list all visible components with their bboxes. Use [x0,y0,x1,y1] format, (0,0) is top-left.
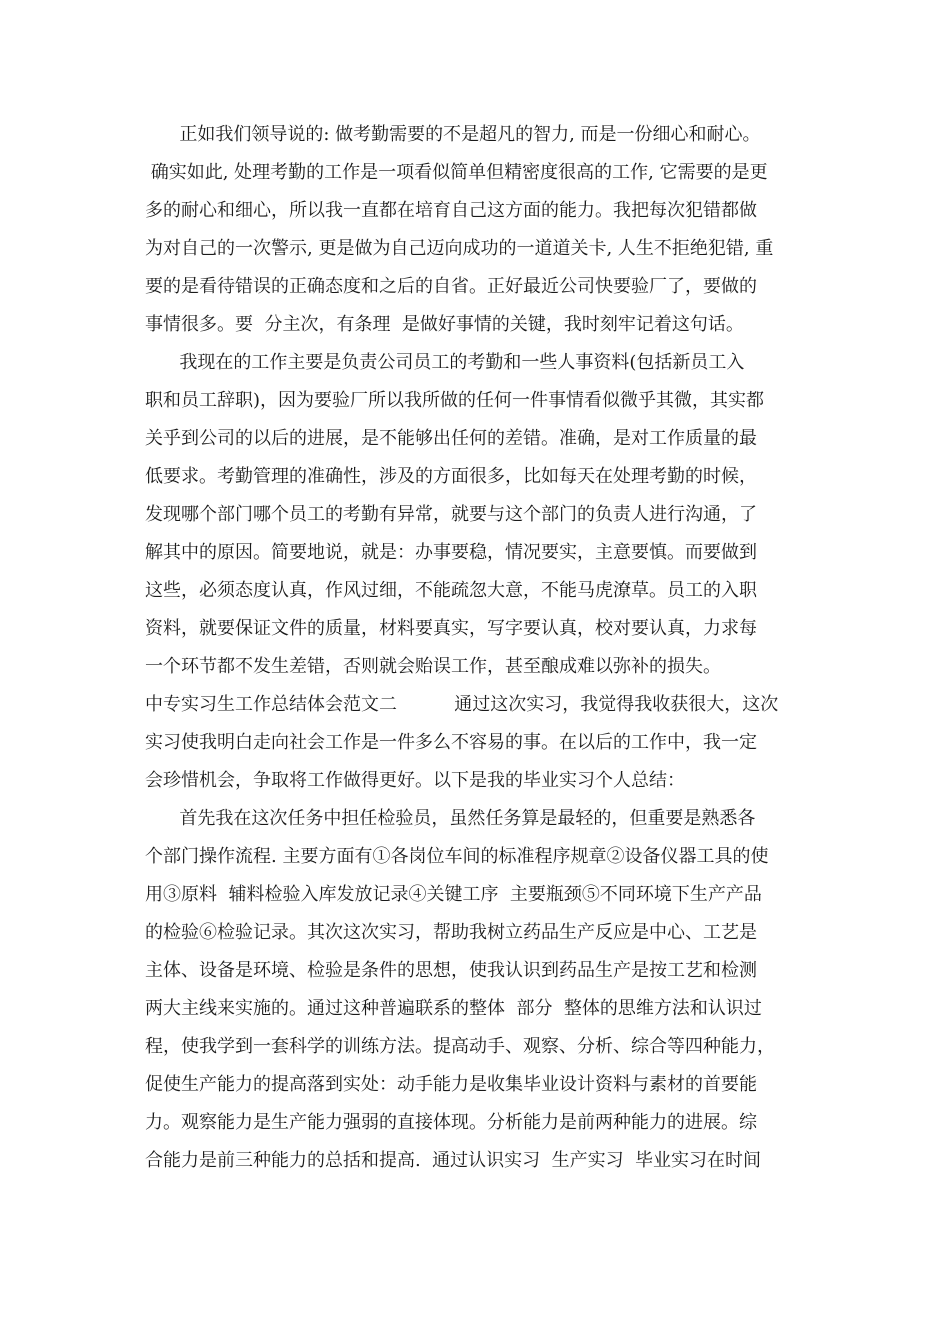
text-line: 个部门操作流程. 主要方面有①各岗位车间的标准程序规章②设备仪器工具的使 [145,846,769,867]
text-line: 确实如此, 处理考勤的工作是一项看似简单但精密度很高的工作, 它需要的是更 [145,162,768,183]
text-line: 关乎到公司的以后的进展，是不能够出任何的差错。准确，是对工作质量的最 [145,428,757,449]
text-line: 用③原料 辅料检验入库发放记录④关键工序 主要瓶颈⑤不同环境下生产产品 [145,884,762,905]
text-line: 资料，就要保证文件的质量，材料要真实，写字要认真，校对要认真，力求每 [145,618,757,639]
text-line: 这些，必须态度认真，作风过细，不能疏忽大意，不能马虎潦草。员工的入职 [145,580,757,601]
text-line: 一个环节都不发生差错，否则就会贻误工作，甚至酿成难以弥补的损失。 [145,656,721,677]
text-line: 两大主线来实施的。通过这种普遍联系的整体 部分 整体的思维方法和认识过 [145,998,762,1019]
text-line: 实习使我明白走向社会工作是一件多么不容易的事。在以后的工作中，我一定 [145,732,757,753]
text-line: 会珍惜机会，争取将工作做得更好。以下是我的毕业实习个人总结： [145,770,685,791]
text-line: 促使生产能力的提高落到实处：动手能力是收集毕业设计资料与素材的首要能 [145,1074,757,1095]
text-line: 合能力是前三种能力的总括和提高. 通过认识实习 生产实习 毕业实习在时间 [145,1150,762,1171]
text-line: 低要求。考勤管理的准确性，涉及的方面很多，比如每天在处理考勤的时候， [145,466,757,487]
section-heading-line: 中专实习生工作总结体会范文二 通过这次实习，我觉得我收获很大，这次 [145,694,779,715]
text-line: 力。观察能力是生产能力强弱的直接体现。分析能力是前两种能力的进展。综 [145,1112,757,1133]
text-line: 首先我在这次任务中担任检验员，虽然任务算是最轻的，但重要是熟悉各 [145,808,756,829]
text-line: 事情很多。要 分主次，有条理 是做好事情的关键，我时刻牢记着这句话。 [145,314,744,335]
text-line: 的检验⑥检验记录。其次这次实习，帮助我树立药品生产反应是中心、工艺是 [145,922,757,943]
text-line: 正如我们领导说的: 做考勤需要的不是超凡的智力, 而是一份细心和耐心。 [145,124,761,145]
text-line: 解其中的原因。简要地说，就是：办事要稳，情况要实，主意要慎。而要做到 [145,542,757,563]
text-line: 发现哪个部门哪个员工的考勤有异常，就要与这个部门的负责人进行沟通，了 [145,504,757,525]
text-line: 多的耐心和细心，所以我一直都在培育自己这方面的能力。我把每次犯错都做 [145,200,757,221]
text-line: 为对自己的一次警示, 更是做为自己迈向成功的一道道关卡, 人生不拒绝犯错, 重 [145,238,774,259]
text-line: 职和员工辞职)，因为要验厂所以我所做的任何一件事情看似微乎其微，其实都 [145,390,765,411]
text-line: 要的是看待错误的正确态度和之后的自省。正好最近公司快要验厂了，要做的 [145,276,757,297]
text-line: 程，使我学到一套科学的训练方法。提高动手、观察、分析、综合等四种能力， [145,1036,775,1057]
text-line: 主体、设备是环境、检验是条件的思想，使我认识到药品生产是按工艺和检测 [145,960,757,981]
text-line: 我现在的工作主要是负责公司员工的考勤和一些人事资料(包括新员工入 [145,352,745,373]
